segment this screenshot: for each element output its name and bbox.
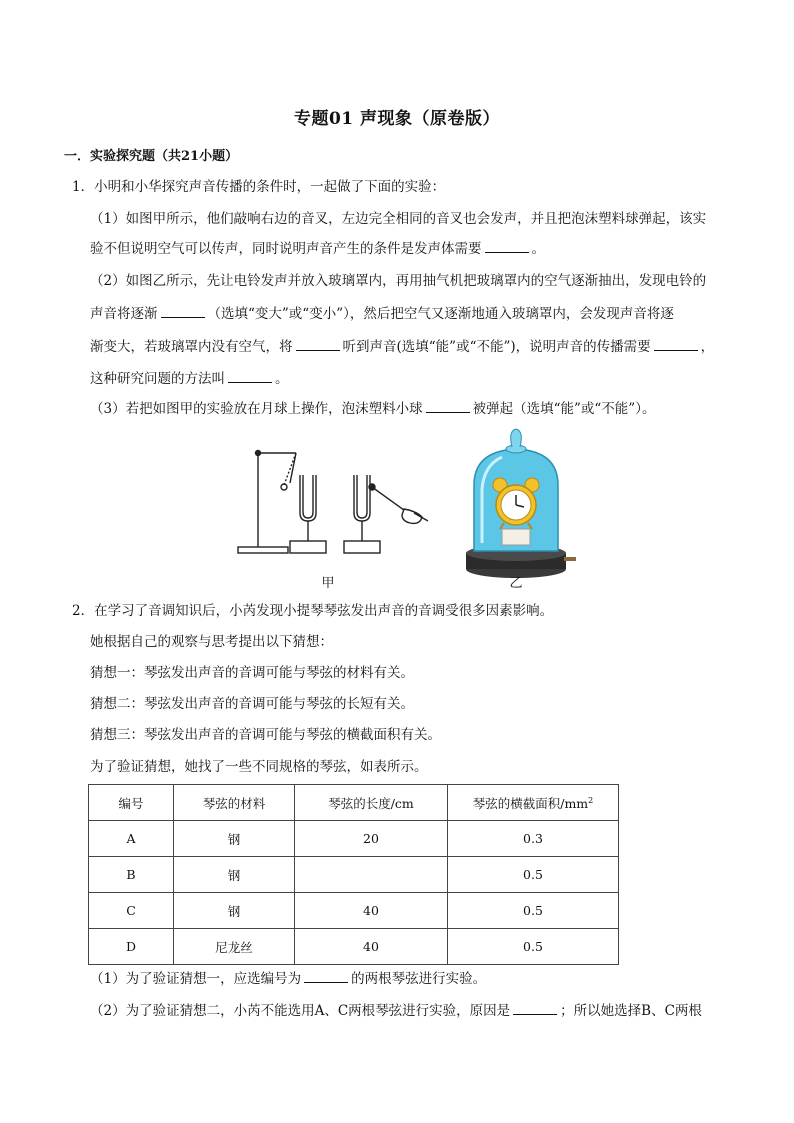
- table-header-row: [89, 785, 619, 821]
- table-row: D 尼龙丝 40 0.5: [89, 929, 619, 965]
- q2-stem: 2．在学习了音调知识后，小芮发现小提琴琴弦发出声音的音调受很多因素影响。: [72, 603, 554, 619]
- q2-intro: 她根据自己的观察与思考提出以下猜想：: [90, 634, 333, 650]
- bell-jar-diagram: [466, 429, 576, 578]
- experiment-figure: [232, 425, 592, 593]
- figure-label-jia: 甲: [321, 576, 335, 591]
- answer-blank[interactable]: [654, 338, 698, 351]
- page-title: 专题01 声现象（原卷版）: [293, 109, 501, 129]
- answer-blank[interactable]: [485, 240, 529, 253]
- q1-part2-line3: 渐变大，若玻璃罩内没有空气，将 听到声音(选填“能”或“不能”)，说明声音的传播需要 ，: [90, 339, 715, 355]
- answer-blank[interactable]: [228, 370, 272, 383]
- table-row: C 钢 40 0.5: [89, 893, 619, 929]
- table-row: A 钢 20 0.3: [89, 821, 619, 857]
- q1-part1-line2: 验不但说明空气可以传声，同时说明声音产生的条件是发声体需要 。: [90, 241, 545, 257]
- q2-hypothesis-3: 猜想三：琴弦发出声音的音调可能与琴弦的横截面积有关。: [90, 727, 441, 743]
- figure-label-yi: 乙: [509, 576, 523, 591]
- table-header: 琴弦的材料: [174, 785, 295, 821]
- answer-blank[interactable]: [304, 970, 348, 983]
- table-header: 琴弦的横截面积$/mm^2$: [448, 785, 619, 821]
- q2-sub-2: （2）为了验证猜想二，小芮不能选用A、C两根琴弦进行实验，原因是 ；所以她选择B、C两根: [90, 1003, 702, 1019]
- q2-table-intro: 为了验证猜想，她找了一些不同规格的琴弦，如表所示。: [90, 759, 428, 775]
- tuning-fork-diagram: [238, 451, 428, 554]
- table-row: B 钢 0.5: [89, 857, 619, 893]
- string-spec-table: [88, 784, 619, 965]
- q2-hypothesis-2: 猜想二：琴弦发出声音的音调可能与琴弦的长短有关。: [90, 696, 414, 712]
- answer-blank[interactable]: [296, 338, 340, 351]
- answer-blank[interactable]: [161, 305, 205, 318]
- table-header: 琴弦的长度/cm: [295, 785, 448, 821]
- q1-part2-line4: 这种研究问题的方法叫 。: [90, 371, 289, 387]
- q2-hypothesis-1: 猜想一：琴弦发出声音的音调可能与琴弦的材料有关。: [90, 665, 414, 681]
- q1-part2-line2: 声音将逐渐 （选填“变大”或“变小”），然后把空气又逐渐地通入玻璃罩内，会发现声音将逐: [90, 306, 674, 322]
- q1-part2-line1: （2）如图乙所示，先让电铃发声并放入玻璃罩内，再用抽气机把玻璃罩内的空气逐渐抽出，发现电铃的: [90, 273, 707, 289]
- q1-part1-line1: （1）如图甲所示，他们敲响右边的音叉，左边完全相同的音叉也会发声，并且把泡沫塑料球弹起，该实: [90, 211, 707, 227]
- section-heading: 一．实验探究题（共21小题）: [64, 149, 239, 164]
- answer-blank[interactable]: [513, 1002, 557, 1015]
- answer-blank[interactable]: [426, 400, 470, 413]
- table-header: 编号: [89, 785, 174, 821]
- q1-part3: （3）若把如图甲的实验放在月球上操作，泡沫塑料小球 被弹起（选填“能”或“不能”）。: [90, 401, 656, 417]
- q2-sub-1: （1）为了验证猜想一，应选编号为 的两根琴弦进行实验。: [90, 971, 487, 987]
- q1-stem: 1．小明和小华探究声音传播的条件时，一起做了下面的实验：: [72, 179, 446, 195]
